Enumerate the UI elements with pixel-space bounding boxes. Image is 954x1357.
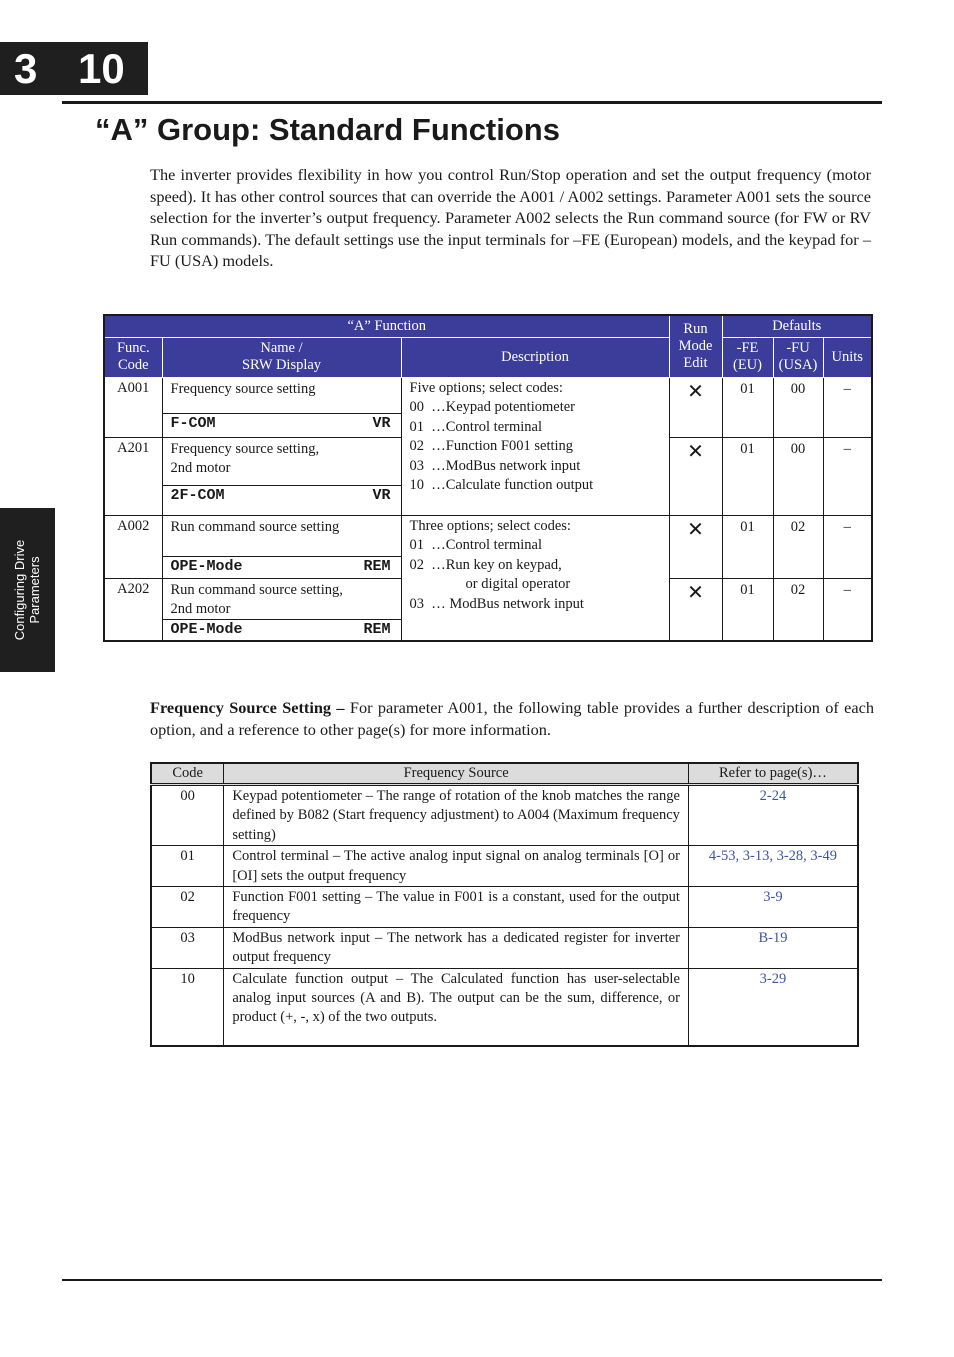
table-row (151, 968, 858, 1046)
fe-default: 01 (722, 515, 773, 578)
run-edit-not-allowed-icon: ✕ (669, 515, 722, 578)
col-fe-default: -FE (EU) (722, 337, 773, 377)
source-description: Calculate function output – The Calculated function has user-selectable analog input sources (A and B). The output can be the sum, difference, or product (+, -, x) of the two outputs. (224, 968, 689, 1046)
col-units: Units (823, 337, 872, 377)
defaults-header: Defaults (722, 315, 872, 337)
page-reference-link[interactable]: B-19 (688, 927, 858, 968)
freq-source-text: For parameter A001, the following table provides a further description of each option, and a reference to other page(s) for more information. (150, 698, 874, 739)
table-row (151, 785, 858, 846)
units: – (823, 377, 872, 437)
fu-default: 02 (773, 515, 823, 578)
col-frequency-source: Frequency Source (224, 763, 689, 785)
source-description: Function F001 setting – The value in F001 is a constant, used for the output frequency (224, 887, 689, 928)
page-reference-link[interactable]: 3-29 (688, 968, 858, 1046)
a-function-table (103, 314, 873, 642)
col-code: Code (151, 763, 224, 785)
page-number-tab (0, 42, 148, 95)
fe-default: 01 (722, 437, 773, 515)
srw-display: F-COM VR (163, 413, 401, 434)
func-code: A201 (104, 437, 162, 515)
units: – (823, 515, 872, 578)
top-rule (62, 101, 882, 104)
source-description: ModBus network input – The network has a dedicated register for inverter output frequency (224, 927, 689, 968)
source-code: 10 (151, 968, 224, 1046)
table-row (151, 927, 858, 968)
units: – (823, 437, 872, 515)
table-row (104, 515, 872, 578)
col-refer-pages: Refer to page(s)… (688, 763, 858, 785)
srw-display: OPE-Mode REM (163, 619, 401, 640)
chapter-number: 3 (14, 45, 38, 92)
page-number: 10 (78, 45, 125, 92)
page-reference-link[interactable]: 4-53, 3-13, 3-28, 3-49 (688, 846, 858, 887)
func-name: Run command source setting, 2nd motor (170, 581, 343, 617)
srw-display: OPE-Mode REM (163, 556, 401, 577)
col-func-code: Func. Code (104, 337, 162, 377)
freq-source-paragraph (150, 697, 874, 740)
table-row (151, 887, 858, 928)
fu-default: 00 (773, 377, 823, 437)
source-description: Keypad potentiometer – The range of rotation of the knob matches the range defined by B082 (Start frequency adjustment) to A004 (Maximum frequency setting) (224, 785, 689, 846)
col-fu-default: -FU (USA) (773, 337, 823, 377)
freq-source-lead: Frequency Source Setting – (150, 698, 345, 717)
frequency-source-table (150, 762, 859, 1047)
fu-default: 00 (773, 437, 823, 515)
run-source-description: Three options; select codes: 01 …Control terminal 02 …Run key on keypad, or digital operator 03 … ModBus network input (401, 515, 669, 641)
page-reference-link[interactable]: 3-9 (688, 887, 858, 928)
fu-default: 02 (773, 578, 823, 641)
run-mode-edit-header: Run Mode Edit (669, 315, 722, 377)
group-header: “A” Function (104, 315, 669, 337)
source-code: 01 (151, 846, 224, 887)
func-code: A002 (104, 515, 162, 578)
fe-default: 01 (722, 377, 773, 437)
page-title: “A” Group: Standard Functions (95, 112, 560, 147)
run-edit-not-allowed-icon: ✕ (669, 377, 722, 437)
func-code: A202 (104, 578, 162, 641)
units: – (823, 578, 872, 641)
table-row (104, 377, 872, 437)
source-code: 02 (151, 887, 224, 928)
srw-display: 2F-COM VR (163, 485, 401, 506)
intro-paragraph: The inverter provides flexibility in how you control Run/Stop operation and set the output frequency (motor speed). It has other control sources that can override the A001 / A002 settings. Parameter A001 sets the source selection for the inverter’s output frequency. Parameter A002 selects the Run command source (for FW or RV Run commands). The default settings use the input terminals for –FE (European) models, and the keypad for –FU (USA) models. (150, 165, 871, 271)
source-description: Control terminal – The active analog input signal on analog terminals [O] or [OI] sets the output frequency (224, 846, 689, 887)
func-name: Frequency source setting (170, 380, 316, 397)
func-name: Run command source setting (170, 518, 340, 535)
source-code: 03 (151, 927, 224, 968)
source-code: 00 (151, 785, 224, 846)
func-name: Frequency source setting, 2nd motor (170, 440, 320, 476)
chapter-side-tab (0, 508, 55, 672)
freq-source-description: Five options; select codes: 00 …Keypad potentiometer 01 …Control terminal 02 …Function F001 setting 03 …ModBus network input 10 …Calculate function output (401, 377, 669, 515)
col-description: Description (401, 337, 669, 377)
side-tab-label: Configuring Drive Parameters (12, 539, 42, 641)
fe-default: 01 (722, 578, 773, 641)
func-code: A001 (104, 377, 162, 437)
run-edit-not-allowed-icon: ✕ (669, 437, 722, 515)
table-row (151, 846, 858, 887)
run-edit-not-allowed-icon: ✕ (669, 578, 722, 641)
page-reference-link[interactable]: 2-24 (688, 785, 858, 846)
bottom-rule (62, 1279, 882, 1281)
col-name-srw: Name / SRW Display (162, 337, 401, 377)
